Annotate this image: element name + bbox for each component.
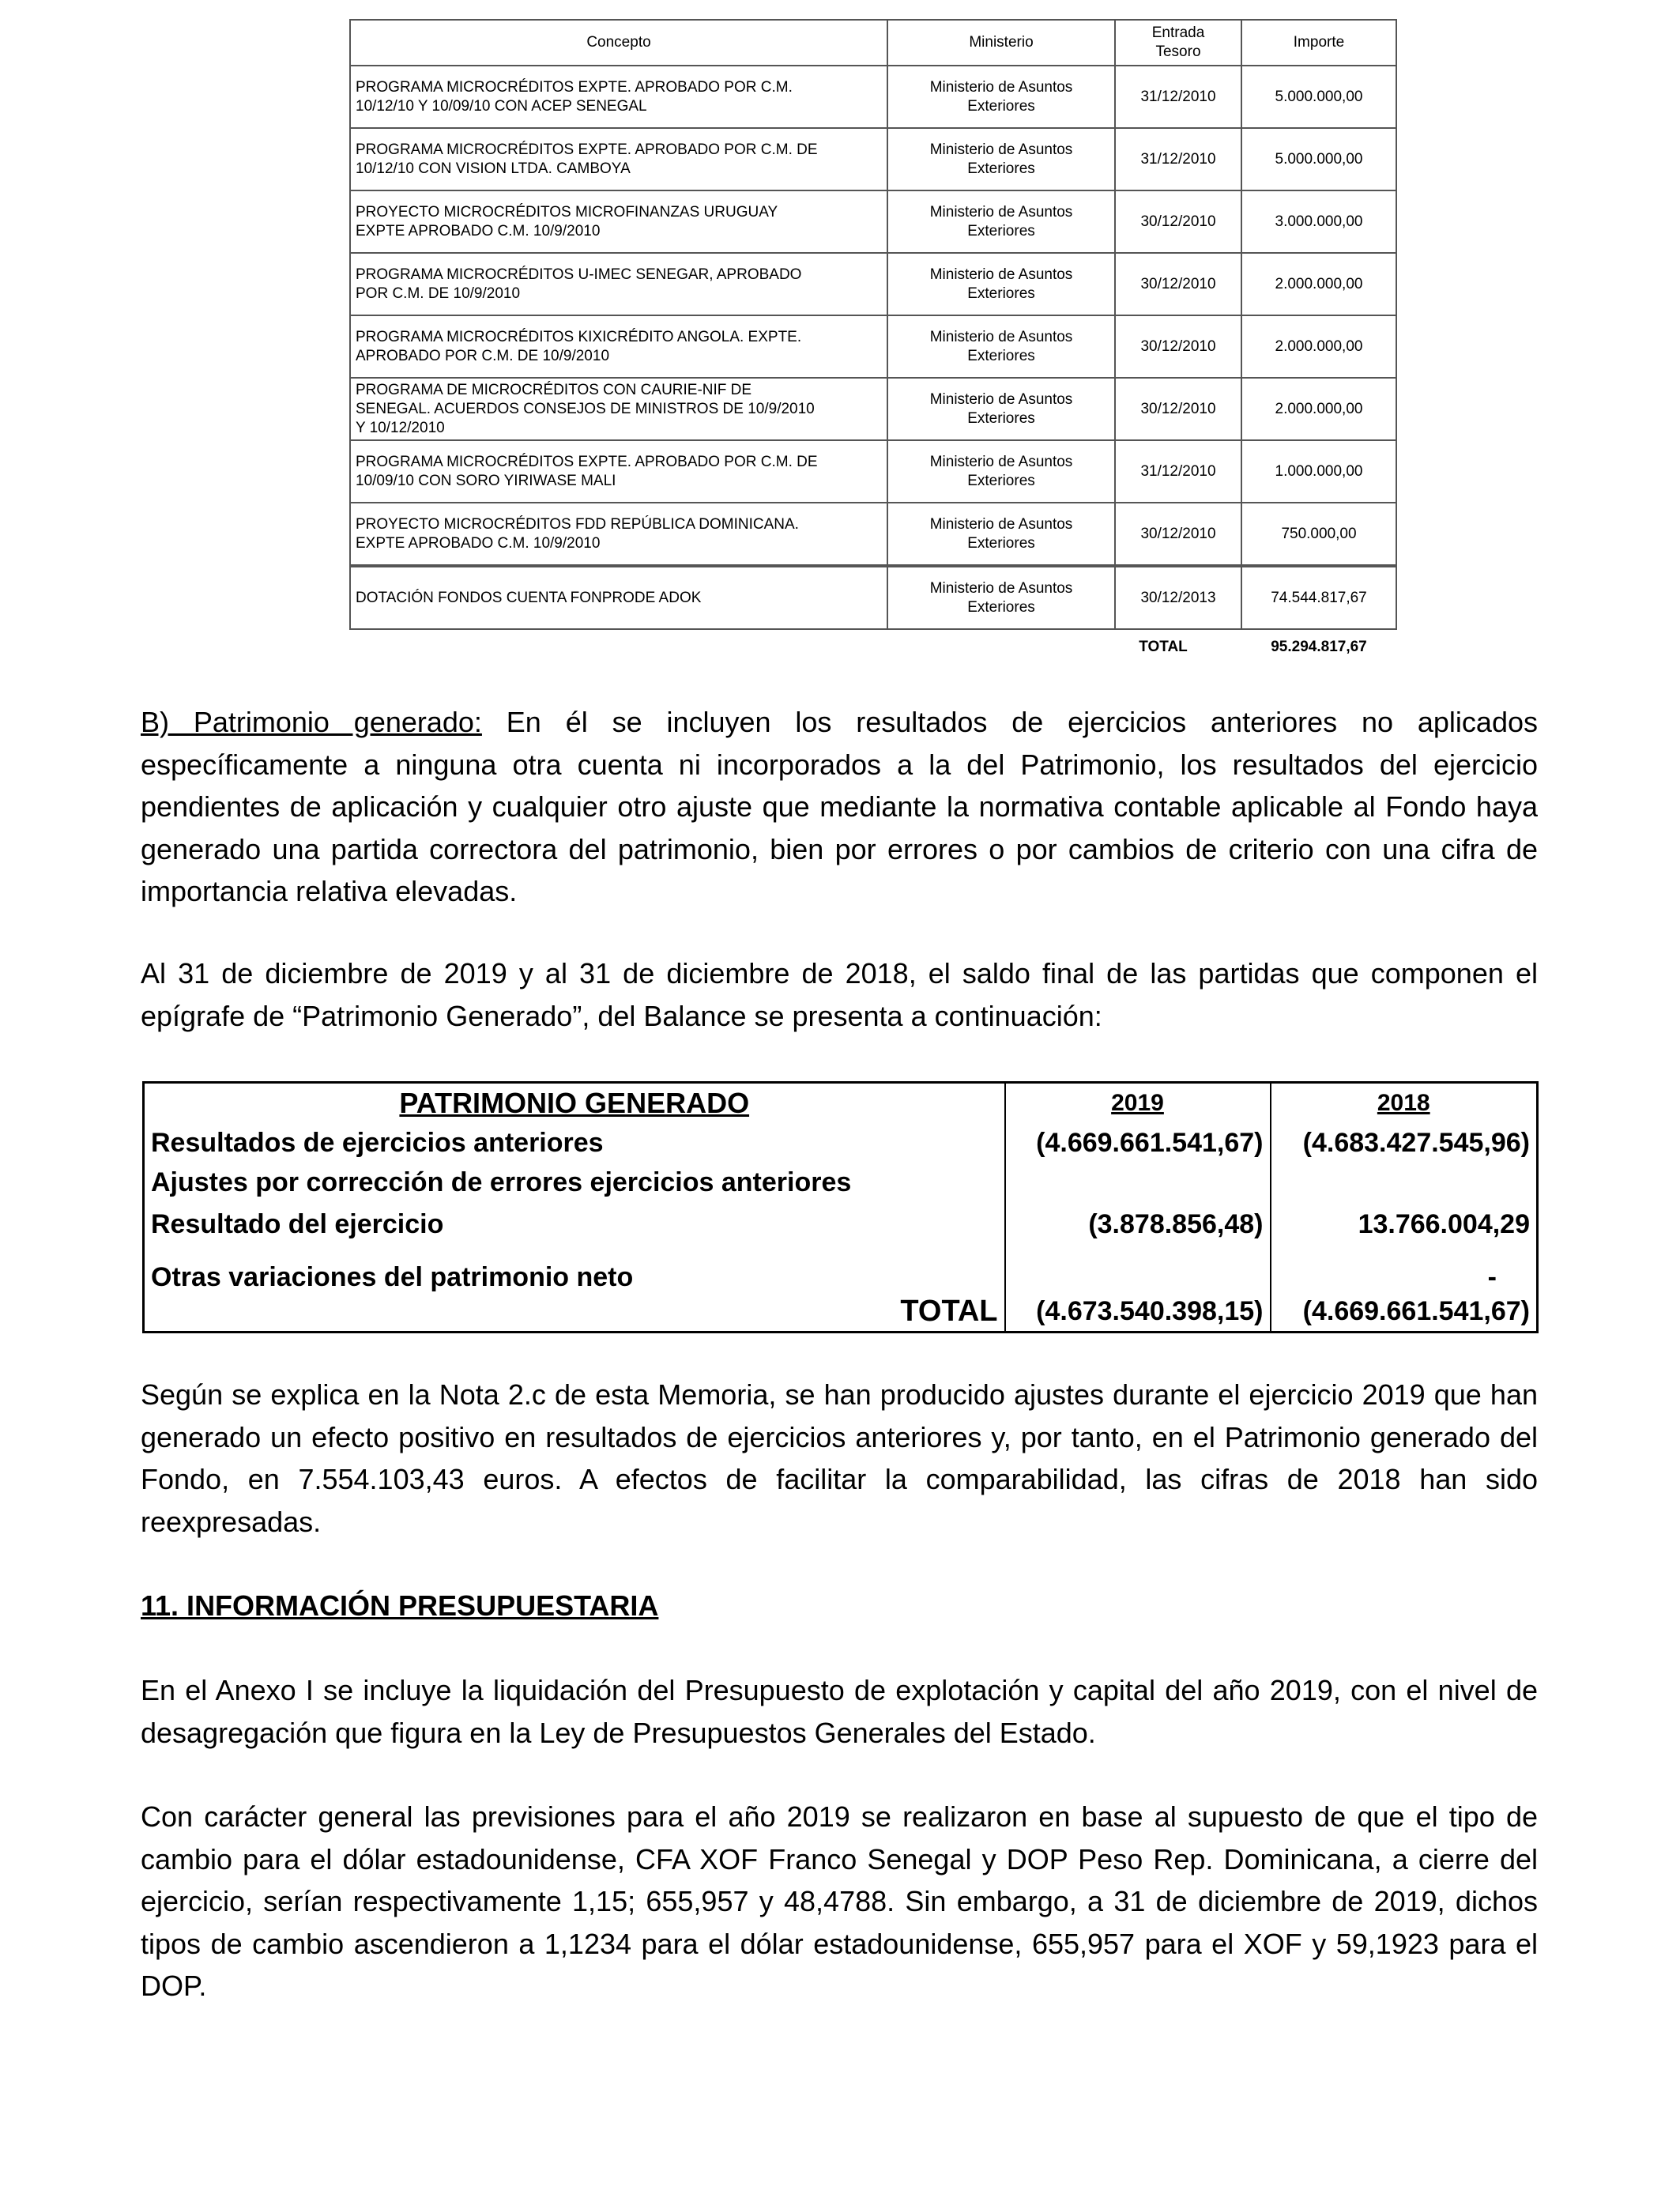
- ministerio-line: Ministerio de Asuntos: [929, 328, 1073, 345]
- row-label: Otras variaciones del patrimonio neto: [144, 1247, 1005, 1293]
- cell-ministerio: [887, 66, 1115, 128]
- ministerio-line: Exteriores: [967, 347, 1035, 364]
- header-importe: Importe: [1241, 20, 1396, 66]
- cell-importe: 2.000.000,00: [1241, 378, 1396, 440]
- cell-concepto: [350, 315, 887, 378]
- cell-fecha: 30/12/2010: [1115, 190, 1241, 253]
- row-label: Resultados de ejercicios anteriores: [144, 1124, 1005, 1163]
- cell-fecha: 31/12/2010: [1115, 66, 1241, 128]
- patrimonio-total-2019: (4.673.540.398,15): [1005, 1293, 1271, 1333]
- cell-importe: 750.000,00: [1241, 503, 1396, 566]
- header-concepto: Concepto: [350, 20, 887, 66]
- cell-importe: 2.000.000,00: [1241, 253, 1396, 315]
- cell-ministerio: [887, 253, 1115, 315]
- table-row: [144, 1203, 1538, 1247]
- total-value: 95.294.817,67: [1271, 639, 1367, 655]
- row-value-2019: [1005, 1163, 1271, 1203]
- cell-fecha: 30/12/2010: [1115, 253, 1241, 315]
- ministerio-line: Ministerio de Asuntos: [929, 203, 1073, 221]
- cell-concepto: [350, 128, 887, 190]
- ministerio-line: Exteriores: [967, 222, 1035, 239]
- patrimonio-total-label: TOTAL: [144, 1293, 1005, 1333]
- cell-ministerio: [887, 566, 1115, 629]
- total-spacer: [350, 629, 887, 665]
- row-value-2018: -: [1271, 1247, 1538, 1293]
- concepto-line: PROYECTO MICROCRÉDITOS MICROFINANZAS URUGUAY: [356, 203, 778, 221]
- concepto-line: PROYECTO MICROCRÉDITOS FDD REPÚBLICA DOMINICANA.: [356, 515, 799, 533]
- ministerio-line: Exteriores: [967, 534, 1035, 552]
- table-row: [350, 440, 1396, 503]
- table-total-row: [350, 629, 1396, 665]
- cell-ministerio: [887, 378, 1115, 440]
- ministerio-line: Exteriores: [967, 97, 1035, 115]
- cell-concepto: DOTACIÓN FONDOS CUENTA FONPRODE ADOK: [350, 566, 887, 629]
- header-entrada-line-1: Entrada: [1151, 25, 1205, 41]
- header-entrada-tesoro: [1115, 20, 1241, 66]
- patrimonio-total-2018: (4.669.661.541,67): [1271, 1293, 1538, 1333]
- concepto-line: 10/12/10 Y 10/09/10 CON ACEP SENEGAL: [356, 97, 647, 115]
- cell-fecha: 30/12/2013: [1115, 566, 1241, 629]
- concepto-line: PROGRAMA MICROCRÉDITOS EXPTE. APROBADO POR C.M. DE: [356, 453, 818, 470]
- cell-importe: 3.000.000,00: [1241, 190, 1396, 253]
- concepto-line: Y 10/12/2010: [356, 419, 445, 436]
- ministerio-line: Exteriores: [967, 285, 1035, 302]
- total-spacer: [887, 629, 1115, 665]
- section-b-lead: B) Patrimonio generado:: [141, 706, 482, 738]
- ministerio-line: Ministerio de Asuntos: [929, 515, 1073, 533]
- row-value-2018: (4.683.427.545,96): [1271, 1124, 1538, 1163]
- row-label: Resultado del ejercicio: [144, 1203, 1005, 1247]
- paragraph-saldo-final: Al 31 de diciembre de 2019 y al 31 de diciembre de 2018, el saldo final de las partidas que componen el epígrafe de “Patrimonio Generado”, del Balance se presenta a continuación:: [141, 957, 1538, 1032]
- cell-ministerio: [887, 315, 1115, 378]
- ministerio-line: Exteriores: [967, 160, 1035, 177]
- concepto-line: EXPTE APROBADO C.M. 10/9/2010: [356, 534, 601, 552]
- section-b-body: En él se incluyen los resultados de ejercicios anteriores no aplicados específicamente a ninguna otra cuenta ni incorporados a la del Patrimonio, los resultados del ejercicio pendientes de aplicación y cualquier otro ajuste que mediante la normativa contable aplicable al Fondo haya generado una partida correctora del patrimonio, bien por errores o por cambios de criterio con una cifra de importancia relativa elevadas.: [141, 706, 1538, 907]
- table-row: [350, 128, 1396, 190]
- cell-importe: 74.544.817,67: [1241, 566, 1396, 629]
- cell-fecha: 30/12/2010: [1115, 315, 1241, 378]
- concepto-line: PROGRAMA DE MICROCRÉDITOS CON CAURIE-NIF DE: [356, 381, 752, 398]
- table-row: [350, 566, 1396, 629]
- cell-ministerio: [887, 128, 1115, 190]
- microcreditos-table: [349, 19, 1397, 665]
- concepto-line: EXPTE APROBADO C.M. 10/9/2010: [356, 222, 601, 239]
- table-row: [350, 66, 1396, 128]
- cell-importe: 1.000.000,00: [1241, 440, 1396, 503]
- row-value-2019: [1005, 1247, 1271, 1293]
- paragraph-nota-2c: Según se explica en la Nota 2.c de esta Memoria, se han producido ajustes durante el ejercicio 2019 que han generado un efecto positivo en resultados de ejercicios anteriores y, por tanto, en el Patrimonio generado del Fondo, en 7.554.103,43 euros. A efectos de facilitar la comparabilidad, las cifras de 2018 han sido reexpresadas.: [141, 1378, 1538, 1538]
- concepto-line: PROGRAMA MICROCRÉDITOS KIXICRÉDITO ANGOLA. EXPTE.: [356, 328, 802, 345]
- table-header-row: [350, 20, 1396, 66]
- patrimonio-header-row: [144, 1083, 1538, 1124]
- table-row: [350, 315, 1396, 378]
- concepto-line: PROGRAMA MICROCRÉDITOS EXPTE. APROBADO POR C.M. DE: [356, 141, 818, 158]
- table-row: [350, 190, 1396, 253]
- cell-concepto: [350, 503, 887, 566]
- cell-concepto: [350, 378, 887, 440]
- patrimonio-generado-table: [142, 1081, 1539, 1333]
- cell-ministerio: [887, 503, 1115, 566]
- concepto-line: 10/12/10 CON VISION LTDA. CAMBOYA: [356, 160, 631, 177]
- ministerio-line: Ministerio de Asuntos: [929, 390, 1073, 408]
- cell-importe: 5.000.000,00: [1241, 66, 1396, 128]
- paragraph-anexo: En el Anexo I se incluye la liquidación del Presupuesto de explotación y capital del año 2019, con el nivel de desagregación que figura en la Ley de Presupuestos Generales del Estado.: [141, 1674, 1538, 1749]
- concepto-line: APROBADO POR C.M. DE 10/9/2010: [356, 347, 610, 364]
- cell-fecha: 31/12/2010: [1115, 440, 1241, 503]
- paragraph-patrimonio-generado: [141, 701, 1538, 913]
- concepto-line: PROGRAMA MICROCRÉDITOS EXPTE. APROBADO POR C.M.: [356, 78, 793, 96]
- cell-importe: 2.000.000,00: [1241, 315, 1396, 378]
- table-row: [350, 503, 1396, 566]
- header-entrada-line-2: Tesoro: [1155, 43, 1201, 60]
- cell-concepto: [350, 440, 887, 503]
- cell-concepto: [350, 190, 887, 253]
- cell-concepto: [350, 66, 887, 128]
- ministerio-line: Ministerio de Asuntos: [929, 579, 1073, 597]
- concepto-line: POR C.M. DE 10/9/2010: [356, 285, 521, 302]
- patrimonio-title: PATRIMONIO GENERADO: [144, 1083, 1005, 1124]
- table-row: [350, 253, 1396, 315]
- year-2018-header: 2018: [1271, 1083, 1538, 1124]
- row-value-2019: (4.669.661.541,67): [1005, 1124, 1271, 1163]
- table-row: [144, 1124, 1538, 1163]
- cell-fecha: 31/12/2010: [1115, 128, 1241, 190]
- patrimonio-total-row: [144, 1293, 1538, 1333]
- header-ministerio: Ministerio: [887, 20, 1115, 66]
- table-row: [144, 1247, 1538, 1293]
- row-value-2019: (3.878.856,48): [1005, 1203, 1271, 1247]
- ministerio-line: Ministerio de Asuntos: [929, 78, 1073, 96]
- concepto-line: 10/09/10 CON SORO YIRIWASE MALI: [356, 472, 616, 489]
- table-row: [144, 1163, 1538, 1203]
- section-heading-11: 11. INFORMACIÓN PRESUPUESTARIA: [141, 1589, 659, 1622]
- cell-ministerio: [887, 440, 1115, 503]
- ministerio-line: Ministerio de Asuntos: [929, 141, 1073, 158]
- row-label: Ajustes por corrección de errores ejercicios anteriores: [144, 1163, 1005, 1203]
- row-value-2018: [1271, 1163, 1538, 1203]
- concepto-line: SENEGAL. ACUERDOS CONSEJOS DE MINISTROS DE 10/9/2010: [356, 400, 815, 417]
- ministerio-line: Exteriores: [967, 598, 1035, 616]
- row-value-2018: 13.766.004,29: [1271, 1203, 1538, 1247]
- paragraph-tipo-cambio: Con carácter general las previsiones para el año 2019 se realizaron en base al supuesto de que el tipo de cambio para el dólar estadounidense, CFA XOF Franco Senegal y DOP Peso Rep. Dominicana, a cierre del ejercicio, serían respectivamente 1,15; 655,957 y 48,4788. Sin embargo, a 31 de diciembre de 2019, dichos tipos de cambio ascendieron a 1,1234 para el dólar estadounidense, 655,957 para el XOF y 59,1923 para el DOP.: [141, 1800, 1538, 2002]
- year-2019-header: 2019: [1005, 1083, 1271, 1124]
- concepto-line: PROGRAMA MICROCRÉDITOS U-IMEC SENEGAR, APROBADO: [356, 266, 802, 283]
- ministerio-line: Ministerio de Asuntos: [929, 453, 1073, 470]
- ministerio-line: Exteriores: [967, 409, 1035, 427]
- cell-fecha: 30/12/2010: [1115, 503, 1241, 566]
- cell-concepto: [350, 253, 887, 315]
- ministerio-line: Ministerio de Asuntos: [929, 266, 1073, 283]
- cell-ministerio: [887, 190, 1115, 253]
- table-row: [350, 378, 1396, 440]
- cell-fecha: 30/12/2010: [1115, 378, 1241, 440]
- total-label: TOTAL: [1139, 639, 1188, 655]
- ministerio-line: Exteriores: [967, 472, 1035, 489]
- cell-importe: 5.000.000,00: [1241, 128, 1396, 190]
